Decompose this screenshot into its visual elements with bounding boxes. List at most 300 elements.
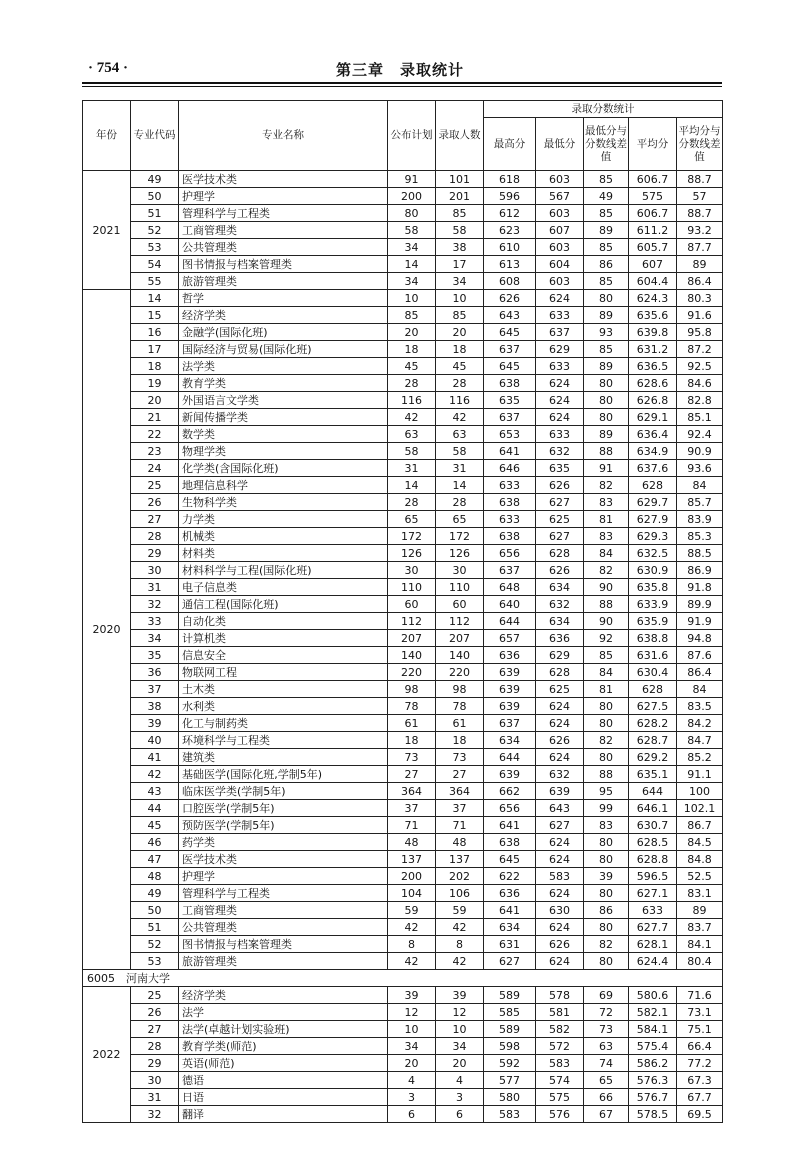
- max-cell: 641: [484, 817, 536, 834]
- min-cell: 633: [536, 307, 584, 324]
- plan-cell: 45: [388, 358, 436, 375]
- code-cell: 17: [131, 341, 179, 358]
- code-cell: 45: [131, 817, 179, 834]
- table-row: [83, 1106, 723, 1123]
- max-cell: 637: [484, 715, 536, 732]
- table-row: [83, 426, 723, 443]
- name-cell: 旅游管理类: [179, 273, 388, 290]
- code-cell: 55: [131, 273, 179, 290]
- code-cell: 18: [131, 358, 179, 375]
- max-cell: 589: [484, 1021, 536, 1038]
- min-diff-cell: 80: [584, 919, 629, 936]
- min-cell: 574: [536, 1072, 584, 1089]
- avg-diff-cell: 84.1: [677, 936, 723, 953]
- name-cell: 环境科学与工程类: [179, 732, 388, 749]
- max-cell: 637: [484, 341, 536, 358]
- code-cell: 24: [131, 460, 179, 477]
- min-diff-cell: 80: [584, 375, 629, 392]
- table-row: [83, 766, 723, 783]
- plan-cell: 37: [388, 800, 436, 817]
- max-cell: 656: [484, 545, 536, 562]
- max-cell: 637: [484, 409, 536, 426]
- plan-cell: 220: [388, 664, 436, 681]
- name-cell: 教育学类(师范): [179, 1038, 388, 1055]
- plan-cell: 364: [388, 783, 436, 800]
- max-cell: 645: [484, 324, 536, 341]
- max-cell: 612: [484, 205, 536, 222]
- admitted-cell: 85: [436, 307, 484, 324]
- plan-cell: 20: [388, 324, 436, 341]
- table-row: [83, 783, 723, 800]
- admitted-cell: 71: [436, 817, 484, 834]
- min-diff-cell: 84: [584, 545, 629, 562]
- admitted-cell: 106: [436, 885, 484, 902]
- min-cell: 603: [536, 171, 584, 188]
- plan-cell: 20: [388, 1055, 436, 1072]
- table-row: [83, 239, 723, 256]
- table-row: [83, 749, 723, 766]
- min-cell: 633: [536, 426, 584, 443]
- min-cell: 583: [536, 868, 584, 885]
- max-cell: 648: [484, 579, 536, 596]
- code-cell: 28: [131, 1038, 179, 1055]
- code-cell: 25: [131, 477, 179, 494]
- admitted-cell: 18: [436, 341, 484, 358]
- name-cell: 临床医学类(学制5年): [179, 783, 388, 800]
- header-major-name: 专业名称: [179, 101, 388, 171]
- min-diff-cell: 81: [584, 511, 629, 528]
- plan-cell: 58: [388, 222, 436, 239]
- min-cell: 624: [536, 392, 584, 409]
- name-cell: 药学类: [179, 834, 388, 851]
- table-row: [83, 477, 723, 494]
- table-row: [83, 834, 723, 851]
- plan-cell: 63: [388, 426, 436, 443]
- page-number: · 754 ·: [88, 60, 129, 76]
- avg-diff-cell: 67.7: [677, 1089, 723, 1106]
- code-cell: 25: [131, 987, 179, 1004]
- plan-cell: 112: [388, 613, 436, 630]
- name-cell: 英语(师范): [179, 1055, 388, 1072]
- avg-diff-cell: 80.4: [677, 953, 723, 970]
- avg-cell: 628.6: [629, 375, 677, 392]
- name-cell: 法学: [179, 1004, 388, 1021]
- admitted-cell: 37: [436, 800, 484, 817]
- admitted-cell: 364: [436, 783, 484, 800]
- code-cell: 33: [131, 613, 179, 630]
- admitted-cell: 98: [436, 681, 484, 698]
- code-cell: 54: [131, 256, 179, 273]
- avg-diff-cell: 77.2: [677, 1055, 723, 1072]
- avg-cell: 628: [629, 681, 677, 698]
- name-cell: 生物科学类: [179, 494, 388, 511]
- min-diff-cell: 72: [584, 1004, 629, 1021]
- code-cell: 26: [131, 1004, 179, 1021]
- plan-cell: 42: [388, 409, 436, 426]
- name-cell: 数学类: [179, 426, 388, 443]
- avg-diff-cell: 89.9: [677, 596, 723, 613]
- header-score-group: 录取分数统计: [484, 101, 723, 118]
- max-cell: 596: [484, 188, 536, 205]
- min-diff-cell: 89: [584, 307, 629, 324]
- max-cell: 640: [484, 596, 536, 613]
- plan-cell: 6: [388, 1106, 436, 1123]
- max-cell: 585: [484, 1004, 536, 1021]
- code-cell: 50: [131, 188, 179, 205]
- avg-cell: 635.6: [629, 307, 677, 324]
- code-cell: 27: [131, 511, 179, 528]
- max-cell: 622: [484, 868, 536, 885]
- avg-cell: 607: [629, 256, 677, 273]
- name-cell: 机械类: [179, 528, 388, 545]
- table-row: [83, 1038, 723, 1055]
- avg-diff-cell: 89: [677, 256, 723, 273]
- avg-cell: 630.4: [629, 664, 677, 681]
- min-cell: 626: [536, 477, 584, 494]
- name-cell: 物联网工程: [179, 664, 388, 681]
- plan-cell: 34: [388, 1038, 436, 1055]
- min-cell: 575: [536, 1089, 584, 1106]
- min-cell: 567: [536, 188, 584, 205]
- min-cell: 572: [536, 1038, 584, 1055]
- plan-cell: 61: [388, 715, 436, 732]
- plan-cell: 126: [388, 545, 436, 562]
- code-cell: 49: [131, 885, 179, 902]
- code-cell: 40: [131, 732, 179, 749]
- min-diff-cell: 83: [584, 528, 629, 545]
- min-diff-cell: 82: [584, 936, 629, 953]
- header-min-diff: 最低分与分数线差值: [584, 118, 629, 171]
- chapter-title: 第三章 录取统计: [335, 61, 464, 79]
- min-cell: 624: [536, 698, 584, 715]
- name-cell: 国际经济与贸易(国际化班): [179, 341, 388, 358]
- avg-cell: 627.7: [629, 919, 677, 936]
- table-row: [83, 324, 723, 341]
- code-cell: 21: [131, 409, 179, 426]
- min-diff-cell: 85: [584, 647, 629, 664]
- min-cell: 627: [536, 494, 584, 511]
- admitted-cell: 12: [436, 1004, 484, 1021]
- table-row: [83, 868, 723, 885]
- max-cell: 656: [484, 800, 536, 817]
- name-cell: 管理科学与工程类: [179, 885, 388, 902]
- avg-diff-cell: 93.6: [677, 460, 723, 477]
- avg-cell: 629.7: [629, 494, 677, 511]
- min-diff-cell: 80: [584, 953, 629, 970]
- table-row: [83, 562, 723, 579]
- plan-cell: 34: [388, 273, 436, 290]
- max-cell: 646: [484, 460, 536, 477]
- min-cell: 637: [536, 324, 584, 341]
- avg-cell: 605.7: [629, 239, 677, 256]
- year-cell: 2021: [83, 171, 131, 290]
- header-avg: 平均分: [629, 118, 677, 171]
- name-cell: 日语: [179, 1089, 388, 1106]
- max-cell: 639: [484, 681, 536, 698]
- avg-cell: 606.7: [629, 171, 677, 188]
- avg-cell: 628.7: [629, 732, 677, 749]
- admitted-cell: 30: [436, 562, 484, 579]
- max-cell: 641: [484, 902, 536, 919]
- name-cell: 水利类: [179, 698, 388, 715]
- min-diff-cell: 85: [584, 239, 629, 256]
- name-cell: 图书情报与档案管理类: [179, 936, 388, 953]
- max-cell: 662: [484, 783, 536, 800]
- plan-cell: 18: [388, 341, 436, 358]
- avg-diff-cell: 89: [677, 902, 723, 919]
- table-row: [83, 460, 723, 477]
- plan-cell: 80: [388, 205, 436, 222]
- avg-diff-cell: 83.5: [677, 698, 723, 715]
- avg-diff-cell: 91.1: [677, 766, 723, 783]
- avg-diff-cell: 87.7: [677, 239, 723, 256]
- avg-diff-cell: 84.2: [677, 715, 723, 732]
- avg-cell: 628.8: [629, 851, 677, 868]
- max-cell: 638: [484, 494, 536, 511]
- table-row: [83, 205, 723, 222]
- admitted-cell: 42: [436, 409, 484, 426]
- plan-cell: 110: [388, 579, 436, 596]
- avg-diff-cell: 85.1: [677, 409, 723, 426]
- avg-cell: 630.7: [629, 817, 677, 834]
- min-diff-cell: 92: [584, 630, 629, 647]
- avg-diff-cell: 87.6: [677, 647, 723, 664]
- code-cell: 51: [131, 205, 179, 222]
- name-cell: 材料科学与工程(国际化班): [179, 562, 388, 579]
- min-cell: 607: [536, 222, 584, 239]
- code-cell: 49: [131, 171, 179, 188]
- admitted-cell: 172: [436, 528, 484, 545]
- min-diff-cell: 84: [584, 664, 629, 681]
- avg-cell: 633: [629, 902, 677, 919]
- avg-cell: 633.9: [629, 596, 677, 613]
- code-cell: 42: [131, 766, 179, 783]
- name-cell: 基础医学(国际化班,学制5年): [179, 766, 388, 783]
- avg-diff-cell: 71.6: [677, 987, 723, 1004]
- avg-diff-cell: 83.1: [677, 885, 723, 902]
- avg-cell: 627.1: [629, 885, 677, 902]
- plan-cell: 207: [388, 630, 436, 647]
- min-cell: 624: [536, 851, 584, 868]
- max-cell: 657: [484, 630, 536, 647]
- max-cell: 638: [484, 375, 536, 392]
- avg-cell: 628: [629, 477, 677, 494]
- plan-cell: 31: [388, 460, 436, 477]
- table-row: [83, 953, 723, 970]
- min-cell: 578: [536, 987, 584, 1004]
- avg-cell: 646.1: [629, 800, 677, 817]
- table-row: [83, 341, 723, 358]
- admitted-cell: 34: [436, 1038, 484, 1055]
- admitted-cell: 140: [436, 647, 484, 664]
- plan-cell: 98: [388, 681, 436, 698]
- min-cell: 625: [536, 681, 584, 698]
- avg-cell: 639.8: [629, 324, 677, 341]
- max-cell: 583: [484, 1106, 536, 1123]
- table-header: [83, 101, 723, 171]
- min-cell: 627: [536, 817, 584, 834]
- max-cell: 653: [484, 426, 536, 443]
- avg-diff-cell: 84: [677, 477, 723, 494]
- plan-cell: 18: [388, 732, 436, 749]
- min-diff-cell: 89: [584, 222, 629, 239]
- avg-cell: 634.9: [629, 443, 677, 460]
- name-cell: 护理学: [179, 868, 388, 885]
- university-section-label: 6005 河南大学: [83, 970, 723, 987]
- max-cell: 635: [484, 392, 536, 409]
- code-cell: 52: [131, 936, 179, 953]
- admission-statistics-table: [82, 100, 723, 1123]
- max-cell: 627: [484, 953, 536, 970]
- max-cell: 608: [484, 273, 536, 290]
- code-cell: 16: [131, 324, 179, 341]
- max-cell: 645: [484, 358, 536, 375]
- min-diff-cell: 88: [584, 596, 629, 613]
- table-row: [83, 664, 723, 681]
- plan-cell: 116: [388, 392, 436, 409]
- admitted-cell: 220: [436, 664, 484, 681]
- header-rule-thick: [82, 82, 722, 84]
- code-cell: 35: [131, 647, 179, 664]
- name-cell: 经济学类: [179, 987, 388, 1004]
- max-cell: 639: [484, 698, 536, 715]
- admitted-cell: 60: [436, 596, 484, 613]
- avg-diff-cell: 88.7: [677, 205, 723, 222]
- max-cell: 637: [484, 562, 536, 579]
- name-cell: 化学类(含国际化班): [179, 460, 388, 477]
- min-diff-cell: 73: [584, 1021, 629, 1038]
- admitted-cell: 31: [436, 460, 484, 477]
- name-cell: 医学技术类: [179, 171, 388, 188]
- table-row: [83, 902, 723, 919]
- name-cell: 物理学类: [179, 443, 388, 460]
- table-row: [83, 358, 723, 375]
- plan-cell: 140: [388, 647, 436, 664]
- avg-diff-cell: 91.9: [677, 613, 723, 630]
- admitted-cell: 42: [436, 953, 484, 970]
- avg-cell: 575.4: [629, 1038, 677, 1055]
- name-cell: 通信工程(国际化班): [179, 596, 388, 613]
- name-cell: 电子信息类: [179, 579, 388, 596]
- code-cell: 23: [131, 443, 179, 460]
- admitted-cell: 85: [436, 205, 484, 222]
- table-row: [83, 443, 723, 460]
- avg-diff-cell: 88.7: [677, 171, 723, 188]
- avg-cell: 575: [629, 188, 677, 205]
- max-cell: 643: [484, 307, 536, 324]
- admitted-cell: 38: [436, 239, 484, 256]
- plan-cell: 8: [388, 936, 436, 953]
- name-cell: 信息安全: [179, 647, 388, 664]
- name-cell: 旅游管理类: [179, 953, 388, 970]
- table-row: [83, 290, 723, 307]
- min-cell: 582: [536, 1021, 584, 1038]
- min-cell: 625: [536, 511, 584, 528]
- avg-cell: 578.5: [629, 1106, 677, 1123]
- avg-diff-cell: 92.5: [677, 358, 723, 375]
- min-cell: 624: [536, 749, 584, 766]
- avg-cell: 632.5: [629, 545, 677, 562]
- admitted-cell: 34: [436, 273, 484, 290]
- admitted-cell: 207: [436, 630, 484, 647]
- min-diff-cell: 88: [584, 766, 629, 783]
- avg-cell: 637.6: [629, 460, 677, 477]
- min-cell: 634: [536, 579, 584, 596]
- admitted-cell: 110: [436, 579, 484, 596]
- avg-diff-cell: 91.8: [677, 579, 723, 596]
- min-diff-cell: 81: [584, 681, 629, 698]
- admitted-cell: 126: [436, 545, 484, 562]
- plan-cell: 60: [388, 596, 436, 613]
- table-row: [83, 936, 723, 953]
- name-cell: 材料类: [179, 545, 388, 562]
- avg-cell: 631.6: [629, 647, 677, 664]
- min-diff-cell: 67: [584, 1106, 629, 1123]
- admitted-cell: 4: [436, 1072, 484, 1089]
- plan-cell: 172: [388, 528, 436, 545]
- header-plan: 公布计划: [388, 101, 436, 171]
- min-diff-cell: 85: [584, 171, 629, 188]
- name-cell: 护理学: [179, 188, 388, 205]
- min-cell: 603: [536, 273, 584, 290]
- min-cell: 603: [536, 239, 584, 256]
- avg-cell: 644: [629, 783, 677, 800]
- code-cell: 47: [131, 851, 179, 868]
- min-diff-cell: 39: [584, 868, 629, 885]
- code-cell: 48: [131, 868, 179, 885]
- table-row: [83, 817, 723, 834]
- header-admitted: 录取人数: [436, 101, 484, 171]
- table-row: [83, 715, 723, 732]
- table-row: [83, 1004, 723, 1021]
- min-diff-cell: 80: [584, 392, 629, 409]
- admitted-cell: 20: [436, 1055, 484, 1072]
- table-row: [83, 307, 723, 324]
- min-diff-cell: 82: [584, 732, 629, 749]
- plan-cell: 137: [388, 851, 436, 868]
- table-row: [83, 1021, 723, 1038]
- min-cell: 636: [536, 630, 584, 647]
- avg-cell: 580.6: [629, 987, 677, 1004]
- table-row: [83, 613, 723, 630]
- plan-cell: 28: [388, 494, 436, 511]
- avg-diff-cell: 80.3: [677, 290, 723, 307]
- max-cell: 634: [484, 732, 536, 749]
- name-cell: 公共管理类: [179, 919, 388, 936]
- min-cell: 624: [536, 919, 584, 936]
- avg-cell: 582.1: [629, 1004, 677, 1021]
- header-year: 年份: [83, 101, 131, 171]
- table-row: [83, 681, 723, 698]
- max-cell: 636: [484, 647, 536, 664]
- name-cell: 化工与制药类: [179, 715, 388, 732]
- name-cell: 外国语言文学类: [179, 392, 388, 409]
- admitted-cell: 39: [436, 987, 484, 1004]
- avg-diff-cell: 69.5: [677, 1106, 723, 1123]
- avg-diff-cell: 102.1: [677, 800, 723, 817]
- table-row: [83, 528, 723, 545]
- name-cell: 哲学: [179, 290, 388, 307]
- max-cell: 580: [484, 1089, 536, 1106]
- table-row: [83, 732, 723, 749]
- table-row: [83, 647, 723, 664]
- code-cell: 15: [131, 307, 179, 324]
- min-cell: 632: [536, 596, 584, 613]
- table-row: [83, 375, 723, 392]
- avg-cell: 635.8: [629, 579, 677, 596]
- name-cell: 教育学类: [179, 375, 388, 392]
- min-cell: 639: [536, 783, 584, 800]
